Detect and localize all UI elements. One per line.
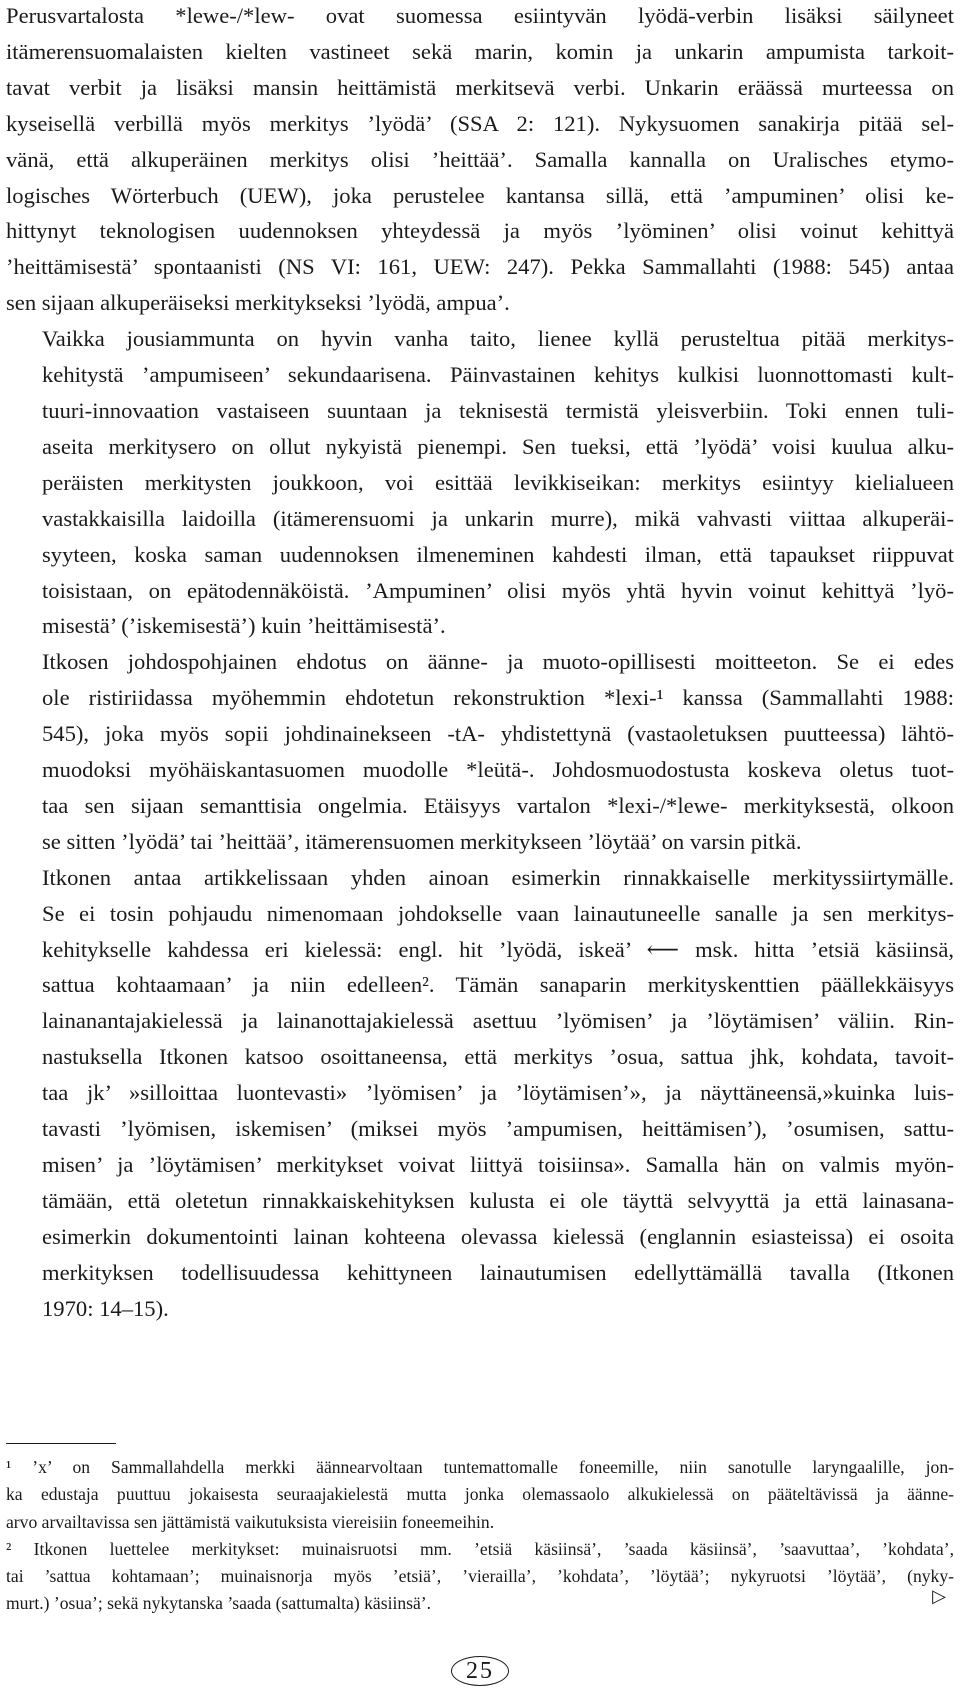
paragraph-3 [6, 644, 954, 859]
footnote-1 [6, 1454, 954, 1536]
footnote-line: murt.) ’osua’; sekä nykytanska ’saada (sattumalta) käsiinsä’. [6, 1593, 432, 1614]
text-line: ole ristiriidassa myöhemmin ehdotetun rekonstruktion *lexi-¹ kanssa (Sammallahti 1988: [42, 685, 954, 711]
text-line: merkityksen todellisuudessa kehittyneen lainautumisen edellyttämällä tavalla (Itkonen [42, 1259, 954, 1285]
text-line: Vaikka jousiammunta on hyvin vanha taito, lienee kyllä perusteltua pitää merkitys- [42, 326, 954, 352]
text-line: tämään, että oletetun rinnakkaiskehityksen kulusta ei ole täyttä selvyyttä ja että lainasana- [42, 1187, 954, 1213]
text-line: kehitykselle kahdessa eri kielessä: engl. hit ’lyödä, iskeä’ ⟵ msk. hitta ’etsiä käsiinsä, [42, 936, 954, 962]
footnote-2 [6, 1536, 954, 1618]
text-line: syyteen, koska saman uudennoksen ilmeneminen kahdesti ilman, että tapaukset riippuvat [42, 541, 954, 567]
page-number: 25 [451, 1656, 509, 1686]
text-line: peräisten merkitysten joukkoon, voi esittää levikkiseikan: merkitys esiintyy kielialueen [42, 469, 954, 495]
text-line: hittynyt teknologisen uudennoksen yhteydessä ja myös ’lyöminen’ olisi voinut kehittyä [6, 218, 954, 244]
text-line: tavat verbit ja lisäksi mansin heittämistä merkitsevä verbi. Unkarin eräässä murteessa on [6, 74, 954, 100]
text-line: vastakkaisilla laidoilla (itämerensuomi ja unkarin murre), mikä vahvasti viittaa alkuperäi- [42, 505, 954, 531]
text-line: sattua kohtaamaan’ ja niin edelleen². Tämän sanaparin merkityskenttien päällekkäisyys [42, 972, 954, 998]
footnote-divider [6, 1443, 116, 1444]
text-line: ’heittämisestä’ spontaanisti (NS VI: 161, UEW: 247). Pekka Sammallahti (1988: 545) antaa [6, 254, 954, 280]
paragraph-2 [6, 321, 954, 644]
text-line: nastuksella Itkonen katsoo osoittaneensa, että merkitys ’osua, sattua jhk, kohdata, tavoit- [42, 1044, 954, 1070]
footnote-line: tai ’sattua kohtamaan’; muinaisnorja myös ’etsiä’, ’vierailla’, ’kohdata’, ’löytää’; nykyruotsi ’löytää’, (nyky- [6, 1566, 954, 1587]
footnote-line: ¹ ’x’ on Sammallahdella merkki äännearvoltaan tuntemattomalle foneemille, niin sanotulle laryngaalille, jon- [6, 1457, 954, 1477]
text-line: aseita merkitysero on ollut nykyistä pienempi. Sen tueksi, että ’lyödä’ voisi kuulua alku- [42, 433, 954, 459]
text-line: taa jk’ »silloittaa luontevasti» ’lyömisen’ ja ’löytämisen’», ja näyttäneensä,»kuinka luis- [42, 1080, 954, 1106]
text-line: logisches Wörterbuch (UEW), joka perustelee kantansa sillä, että ’ampuminen’ olisi ke- [6, 182, 954, 208]
next-page-arrow-icon: ▷ [932, 1586, 946, 1606]
footnote-line: arvo arvailtavissa sen jättämistä vaikutuksista viereisiin foneemeihin. [6, 1511, 495, 1532]
text-line: 1970: 14–15). [42, 1295, 169, 1321]
text-line: tavasti ’lyömisen, iskemisen’ (miksei myös ’ampumisen, heittämisen’), ’osumisen, sattu- [42, 1116, 954, 1142]
footnote-line: ka edustaja puuttuu jokaisesta seuraajakielestä mutta jonka olemassaolo alkukielessä on pääteltävissä ja äänne- [6, 1484, 954, 1505]
paragraph-4 [6, 860, 954, 1327]
text-line: lainanantajakielessä ja lainanottajakielessä asettuu ’lyömisen’ ja ’löytämisen’ väliin. Rin- [42, 1008, 954, 1034]
body-text [6, 0, 954, 1327]
text-line: Itkosen johdospohjainen ehdotus on äänne- ja muoto-opillisesti moitteeton. Se ei edes [42, 649, 954, 675]
text-line: muodoksi myöhäiskantasuomen muodolle *leütä-. Johdosmuodostusta koskeva oletus tuot- [42, 757, 954, 783]
text-line: sen sijaan alkuperäiseksi merkitykseksi ’lyödä, ampua’. [6, 290, 510, 316]
text-line: tuuri-innovaation vastaiseen suuntaan ja teknisestä termistä yleisverbiin. Toki ennen tuli- [42, 397, 954, 423]
footnote-line: ² Itkonen luettelee merkitykset: muinaisruotsi mm. ’etsiä käsiinsä’, ’saada käsiinsä’, ’saavuttaa’, ’kohdata’, [6, 1538, 954, 1559]
text-line: taa sen sijaan semanttisia ongelmia. Etäisyys vartalon *lexi-/*lewe- merkityksestä, olkoon [42, 792, 954, 818]
text-line: vänä, että alkuperäinen merkitys olisi ’heittää’. Samalla kannalla on Uralisches etymo- [6, 146, 954, 172]
text-line: misen’ ja ’löytämisen’ merkitykset voivat liittyä toisiinsa». Samalla hän on valmis myön- [42, 1152, 954, 1177]
text-line: esimerkin dokumentointi lainan kohteena olevassa kielessä (englannin esiasteissa) ei osoita [42, 1223, 954, 1249]
text-line: kyseisellä verbillä myös merkitys ’lyödä’ (SSA 2: 121). Nykysuomen sanakirja pitää sel- [6, 110, 954, 136]
text-line: toisistaan, on epätodennäköistä. ’Ampuminen’ olisi myös yhtä hyvin voinut kehittyä ’lyö- [42, 577, 954, 603]
text-line: Perusvartalosta *lewe-/*lew- ovat suomessa esiintyvän lyödä-verbin lisäksi säilyneet [6, 3, 954, 28]
text-line: se sitten ’lyödä’ tai ’heittää’, itämerensuomen merkitykseen ’löytää’ on varsin pitkä. [42, 828, 802, 854]
paragraph-1 [6, 0, 954, 321]
text-line: Itkonen antaa artikkelissaan yhden ainoan esimerkin rinnakkaiselle merkityssiirtymälle. [42, 864, 954, 890]
text-line: Se ei tosin pohjaudu nimenomaan johdokselle vaan lainautuneelle sanalle ja sen merkitys- [42, 900, 954, 926]
footnotes [6, 1454, 954, 1618]
text-line: 545), joka myös sopii johdinainekseen -tA- yhdistettynä (vastaoletuksen puutteessa) lähtö- [42, 721, 954, 747]
text-line: misestä’ (’iskemisestä’) kuin ’heittämisestä’. [42, 613, 446, 639]
text-line: kehitystä ’ampumiseen’ sekundaarisena. Päinvastainen kehitys kulkisi luonnottomasti kult- [42, 362, 954, 388]
text-line: itämerensuomalaisten kielten vastineet sekä marin, komin ja unkarin ampumista tarkoit- [6, 38, 954, 64]
